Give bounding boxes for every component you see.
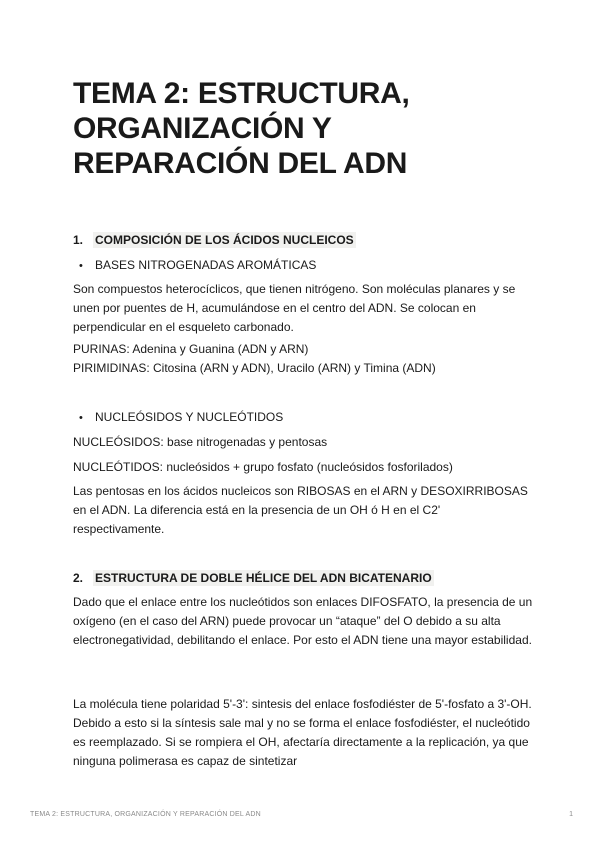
bullet-bases-text: BASES NITROGENADAS AROMÁTICAS — [95, 258, 317, 272]
paragraph-pirimidinas: PIRIMIDINAS: Citosina (ARN y ADN), Uracilo (ARN) y Timina (ADN) — [73, 361, 436, 375]
paragraph-purinas: PURINAS: Adenina y Guanina (ADN y ARN) — [73, 342, 309, 356]
section-1-heading-text: COMPOSICIÓN DE LOS ÁCIDOS NUCLEICOS — [95, 233, 354, 247]
title-line-3: REPARACIÓN DEL ADN — [73, 147, 408, 180]
page-footer: TEMA 2: ESTRUCTURA, ORGANIZACIÓN Y REPARACIÓN DEL ADN — [30, 811, 261, 818]
paragraph-polaridad: La molécula tiene polaridad 5'-3': sintesis del enlace fosfodiéster de 5'-fosfato a 3'-OH. Debido a esto si la síntesis sale mal y no se forma el enlace fosfodiéster, el nucleótido es reemplazado. Si se rompiera el OH, afectaría directamente a la replicación, ya que ninguna polimerasa es capaz de sintetizar — [73, 697, 532, 768]
bullet-dot-icon: • — [79, 260, 83, 272]
section-1-heading — [73, 233, 356, 247]
paragraph-nucleosidos: NUCLEÓSIDOS: base nitrogenadas y pentosas — [73, 435, 328, 449]
section-1-number: 1. — [73, 233, 84, 247]
bullet-bases — [79, 258, 316, 272]
section-2-heading-text: ESTRUCTURA DE DOBLE HÉLICE DEL ADN BICATENARIO — [95, 571, 432, 585]
paragraph-nucleotidos: NUCLEÓTIDOS: nucleósidos + grupo fosfato (nucleósidos fosforilados) — [73, 460, 453, 474]
bullet-nucleosidos — [79, 410, 283, 424]
title-line-2: ORGANIZACIÓN Y — [73, 112, 332, 145]
title-line-1: TEMA 2: ESTRUCTURA, — [73, 77, 410, 110]
bullet-dot-icon: • — [79, 412, 83, 424]
paragraph-pentosas: Las pentosas en los ácidos nucleicos son RIBOSAS en el ARN y DESOXIRRIBOSAS en el ADN. La diferencia está en la presencia de un OH ó H en el C2' respectivamente. — [73, 484, 528, 536]
page-title — [73, 76, 553, 181]
bullet-nucleosidos-text: NUCLEÓSIDOS Y NUCLEÓTIDOS — [95, 410, 284, 424]
paragraph-bases: Son compuestos heterocíclicos, que tienen nitrógeno. Son moléculas planares y se unen por puentes de H, acumulándose en el centro del ADN. Se colocan en perpendicular en el esqueleto carbonado. — [73, 282, 516, 334]
section-2-heading — [73, 571, 434, 585]
paragraph-difosfato: Dado que el enlace entre los nucleótidos son enlaces DIFOSFATO, la presencia de un oxígeno (en el caso del ARN) puede provocar un “ataque” del O debido a su alta electronegatividad, debilitando el enlace. Por esto el ADN tiene una mayor estabilidad. — [73, 595, 533, 647]
section-2-number: 2. — [73, 571, 84, 585]
page-number: 1 — [569, 811, 573, 818]
